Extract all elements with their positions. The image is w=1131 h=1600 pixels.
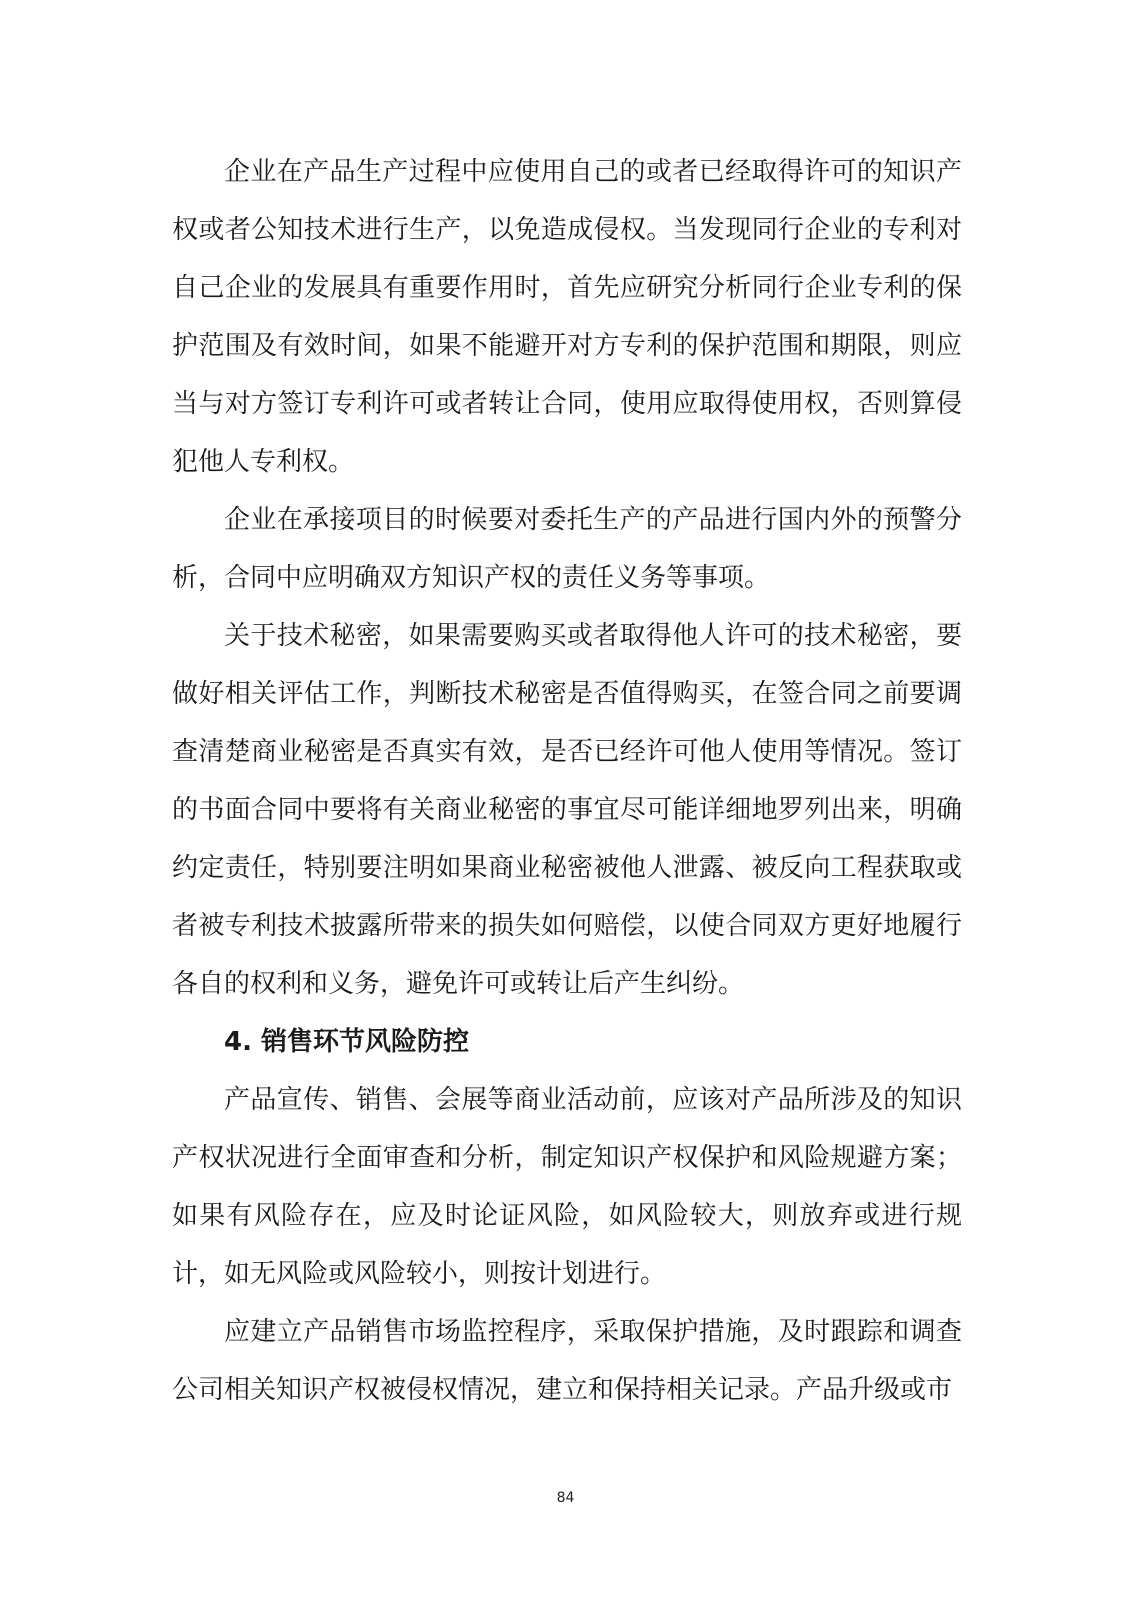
paragraph-technical-secrets: 关于技术秘密，如果需要购买或者取得他人许可的技术秘密，要做好相关评估工作，判断技术秘密是否值得购买，在签合同之前要调查清楚商业秘密是否真实有效，是否已经许可他人使用等情况。签订的书面合同中要将有关商业秘密的事宜尽可能详细地罗列出来，明确约定责任，特别要注明如果商业秘密被他人泄露、被反向工程获取或者被专利技术披露所带来的损失如何赔偿，以使合同双方更好地履行各自的权利和义务，避免许可或转让后产生纠纷。 xyxy=(172,621,962,999)
section-heading: 4. 销售环节风险防控 xyxy=(224,1027,470,1057)
paragraph-market-monitoring: 应建立产品销售市场监控程序，采取保护措施，及时跟踪和调查公司相关知识产权被侵权情况，建立和保持相关记录。产品升级或市 xyxy=(172,1317,962,1405)
page-number: 84 xyxy=(556,1490,575,1506)
paragraph-patent-use: 企业在产品生产过程中应使用自己的或者已经取得许可的知识产权或者公知技术进行生产，以免造成侵权。当发现同行企业的专利对自己企业的发展具有重要作用时，首先应研究分析同行企业专利的保护范围及有效时间，如果不能避开对方专利的保护范围和期限，则应当与对方签订专利许可或者转让合同，使用应取得使用权，否则算侵犯他人专利权。 xyxy=(172,157,962,477)
body-text xyxy=(172,143,962,1419)
paragraph-sales-review: 产品宣传、销售、会展等商业活动前，应该对产品所涉及的知识产权状况进行全面审查和分析，制定知识产权保护和风险规避方案；如果有风险存在，应及时论证风险，如风险较大，则放弃或进行规计，如无风险或风险较小，则按计划进行。 xyxy=(172,1085,962,1289)
paragraph-project-warning: 企业在承接项目的时候要对委托生产的产品进行国内外的预警分析，合同中应明确双方知识产权的责任义务等事项。 xyxy=(172,505,962,593)
